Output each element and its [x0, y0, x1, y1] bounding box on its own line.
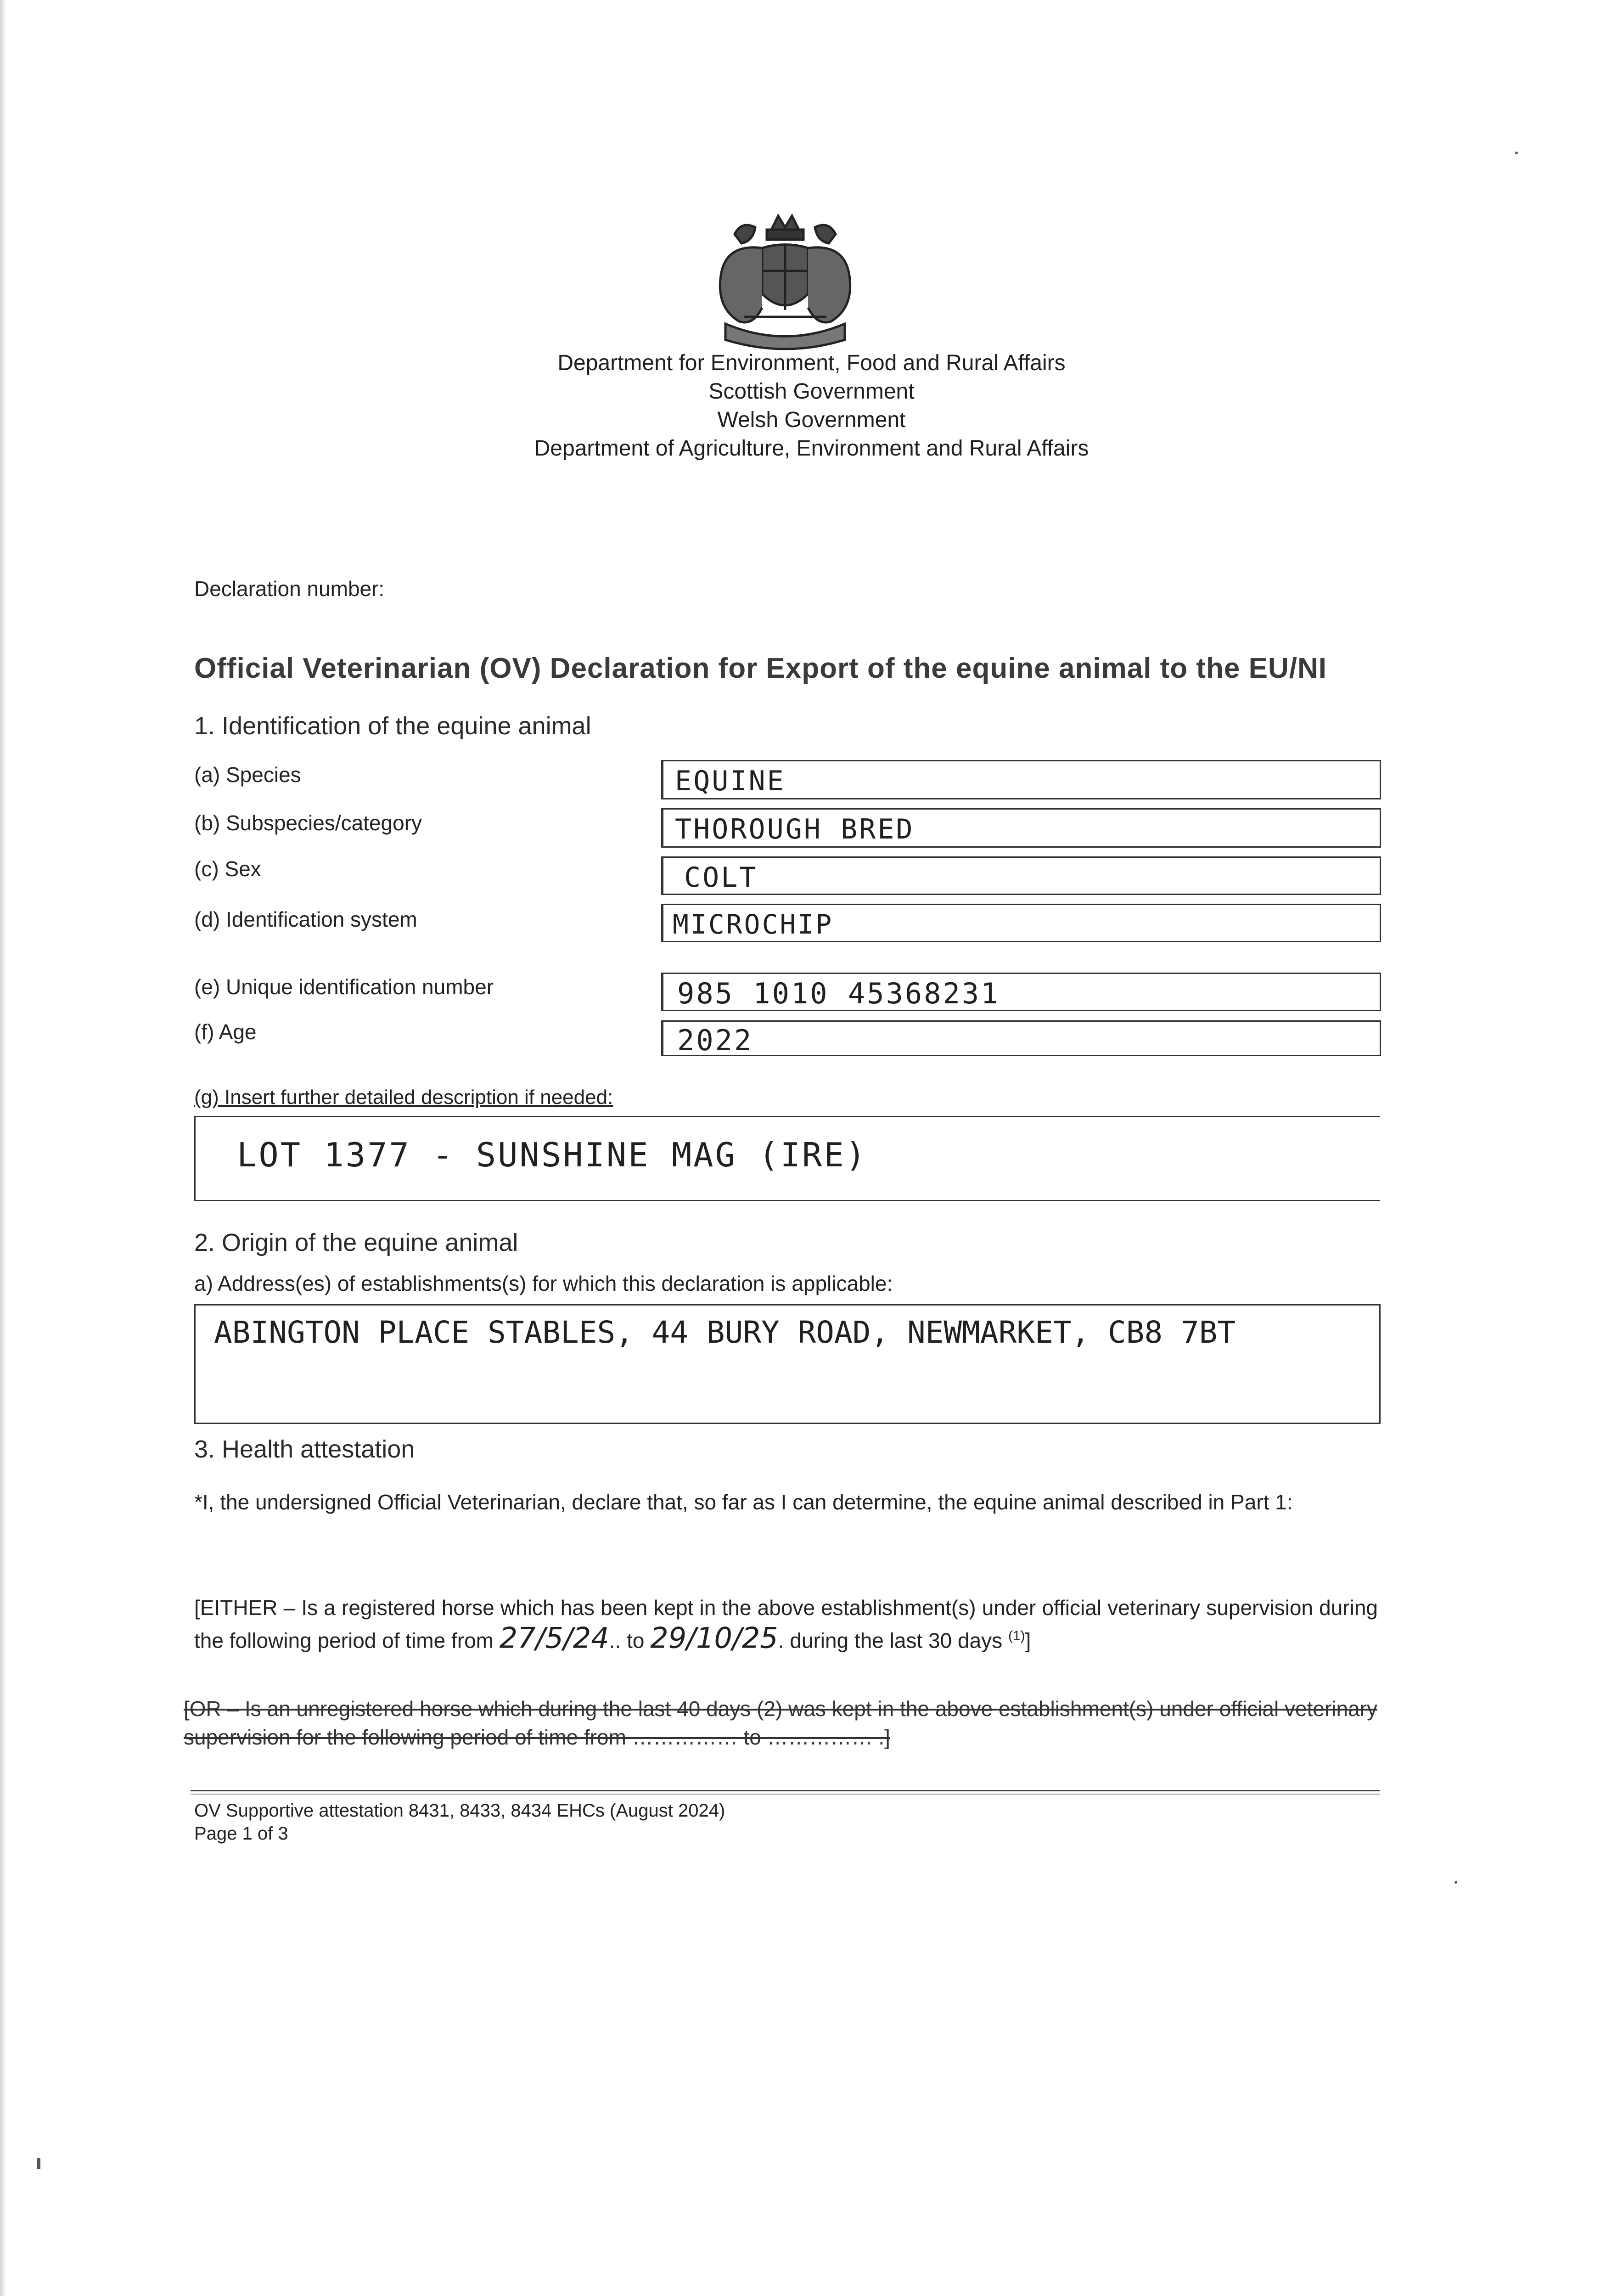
- footer-divider-shadow: [191, 1794, 1380, 1795]
- attestation-intro: *I, the undersigned Official Veterinarian, declare that, so far as I can determine, the equine animal described in Part 1:: [194, 1490, 1293, 1514]
- subspecies-value: THOROUGH BRED: [675, 813, 915, 845]
- section1-heading: 1. Identification of the equine animal: [194, 712, 591, 740]
- age-field[interactable]: [661, 1020, 1381, 1056]
- declaration-number-label: Declaration number:: [194, 577, 385, 601]
- description-value: LOT 1377 - SUNSHINE MAG (IRE): [237, 1136, 868, 1174]
- department-list: [0, 349, 1623, 463]
- section3-heading: 3. Health attestation: [194, 1435, 415, 1463]
- description-label: (g) Insert further detailed description if needed:: [194, 1086, 613, 1109]
- date-to: 29/10/25: [650, 1621, 778, 1655]
- identification-system-value: MICROCHIP: [673, 909, 834, 940]
- identification-system-label: (d) Identification system: [194, 907, 417, 931]
- department-line: Welsh Government: [717, 408, 906, 432]
- age-value: 2022: [677, 1024, 753, 1057]
- species-field[interactable]: [661, 760, 1381, 799]
- sex-field[interactable]: [661, 856, 1381, 895]
- footer-divider: [191, 1790, 1380, 1791]
- either-statement: [194, 1593, 1378, 1654]
- scan-speck: [1455, 1881, 1457, 1884]
- royal-coat-of-arms-icon: [698, 202, 872, 354]
- scan-edge: [0, 0, 5, 2296]
- date-from: 27/5/24: [499, 1621, 609, 1655]
- address-field[interactable]: [194, 1304, 1381, 1424]
- scan-speck: [37, 2158, 40, 2169]
- unique-id-field[interactable]: [661, 973, 1381, 1011]
- footnote-ref: (1): [1008, 1628, 1025, 1643]
- scan-speck: [1515, 152, 1518, 154]
- age-label: (f) Age: [194, 1020, 257, 1044]
- footer-line: OV Supportive attestation 8431, 8433, 8434 EHCs (August 2024): [194, 1801, 725, 1821]
- subspecies-field[interactable]: [661, 808, 1381, 848]
- unique-id-label: (e) Unique identification number: [194, 975, 494, 999]
- unique-id-value: 985 1010 45368231: [677, 977, 1000, 1010]
- department-line: Department for Environment, Food and Rural Affairs: [557, 351, 1066, 375]
- description-field[interactable]: [194, 1116, 1380, 1201]
- address-value: ABINGTON PLACE STABLES, 44 BURY ROAD, NEWMARKET, CB8 7BT: [214, 1315, 1236, 1350]
- species-label: (a) Species: [194, 763, 301, 787]
- department-line: Scottish Government: [708, 379, 915, 404]
- or-statement-struck: [OR – Is an unregistered horse which during the last 40 days (2) was kept in the above establishment(s) under official veterinary supervision for the following period of time from …………… to …………… .]: [184, 1697, 1377, 1749]
- department-line: Department of Agriculture, Environment and Rural Affairs: [534, 436, 1089, 461]
- page-title: Official Veterinarian (OV) Declaration for Export of the equine animal to the EU/NI: [194, 653, 1327, 684]
- address-label: a) Address(es) of establishments(s) for which this declaration is applicable:: [194, 1272, 893, 1295]
- either-text: [EITHER – Is a registered horse which has been kept in the above establishment(s) under official veterinary supervision during the following period of time from: [194, 1596, 1378, 1653]
- page-number: Page 1 of 3: [194, 1823, 288, 1844]
- sex-label: (c) Sex: [194, 857, 261, 881]
- section2-heading: 2. Origin of the equine animal: [194, 1229, 518, 1256]
- either-text-end: . during the last 30 days: [778, 1628, 1008, 1653]
- sex-value: COLT: [684, 861, 758, 894]
- subspecies-label: (b) Subspecies/category: [194, 811, 422, 835]
- either-text-to: .. to: [609, 1628, 651, 1653]
- species-value: EQUINE: [675, 765, 786, 797]
- identification-system-field[interactable]: [661, 904, 1381, 942]
- either-bracket: ]: [1025, 1628, 1031, 1653]
